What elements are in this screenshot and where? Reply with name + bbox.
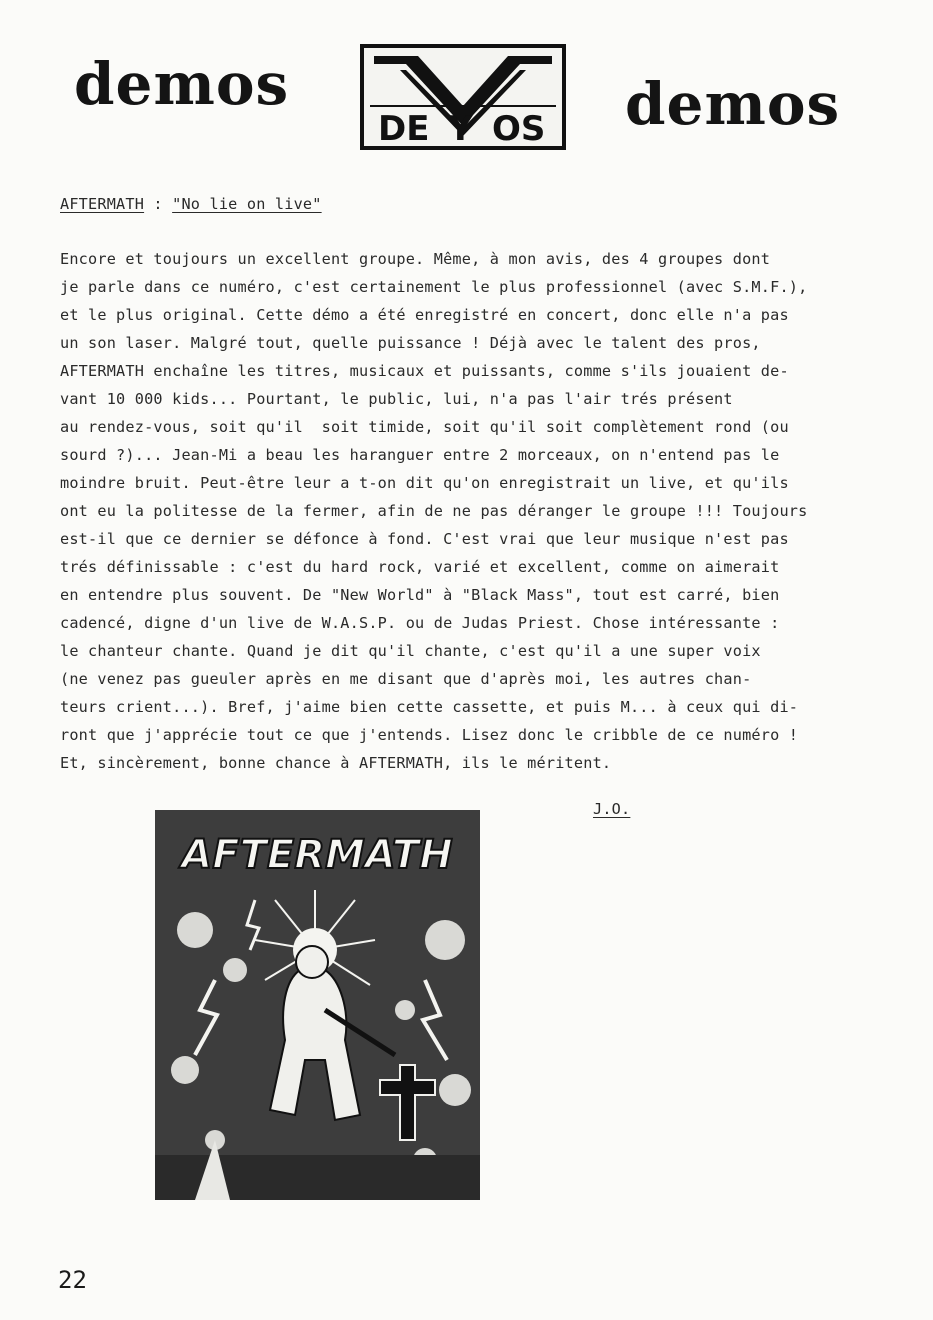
review-line: au rendez-vous, soit qu'il soit timide, soit qu'il soit complètement rond (ou [60,418,789,436]
review-line: ont eu la politesse de la fermer, afin de ne pas déranger le groupe !!! Toujours [60,502,808,520]
review-line: trés définissable : c'est du hard rock, varié et excellent, comme on aimerait [60,558,780,576]
review-line: le chanteur chante. Quand je dit qu'il chante, c'est qu'il a une super voix [60,642,761,660]
demos-logo [360,44,566,150]
review-line: vant 10 000 kids... Pourtant, le public, lui, n'a pas l'air trés présent [60,390,733,408]
band-name: AFTERMATH [60,195,145,213]
band-poster-image [155,810,480,1200]
review-line: Et, sincèrement, bonne chance à AFTERMATH, ils le méritent. [60,754,612,772]
review-line: (ne venez pas gueuler après en me disant que d'après moi, les autres chan- [60,670,752,688]
review-line: teurs crient...). Bref, j'aime bien cette cassette, et puis M... à ceux qui di- [60,698,799,716]
logo-letters-os: OS [492,109,546,149]
review-body [60,245,830,777]
review-line: cadencé, digne d'un live de W.A.S.P. ou de Judas Priest. Chose intéressante : [60,614,780,632]
header-word-right: demos [625,70,841,138]
review-line: sourd ?)... Jean-Mi a beau les haranguer entre 2 morceaux, on n'entend pas le [60,446,780,464]
review-line: et le plus original. Cette démo a été enregistré en concert, donc elle n'a pas [60,306,789,324]
review-line: je parle dans ce numéro, c'est certainement le plus professionnel (avec S.M.F.), [60,278,808,296]
svg-text:Y: Y [448,109,473,149]
review-line: Encore et toujours un excellent groupe. Même, à mon avis, des 4 groupes dont [60,250,771,268]
review-heading [60,195,322,213]
page-number: 22 [58,1266,87,1294]
poster-band-logo: AFTERMATH [181,832,453,878]
review-line: en entendre plus souvent. De "New World" à "Black Mass", tout est carré, bien [60,586,780,604]
header-word-left: demos [74,50,290,118]
demo-title: "No lie on live" [172,195,322,213]
logo-letters-de: DE [378,109,430,149]
review-line: AFTERMATH enchaîne les titres, musicaux et puissants, comme s'ils jouaient de- [60,362,789,380]
heading-separator: : [144,195,173,213]
review-line: moindre bruit. Peut-être leur a t-on dit qu'on enregistrait un live, et qu'ils [60,474,789,492]
review-line: ront que j'apprécie tout ce que j'entends. Lisez donc le cribble de ce numéro ! [60,726,799,744]
author-signature: J.O. [593,800,631,818]
review-line: est-il que ce dernier se défonce à fond. C'est vrai que leur musique n'est pas [60,530,789,548]
review-line: un son laser. Malgré tout, quelle puissance ! Déjà avec le talent des pros, [60,334,761,352]
